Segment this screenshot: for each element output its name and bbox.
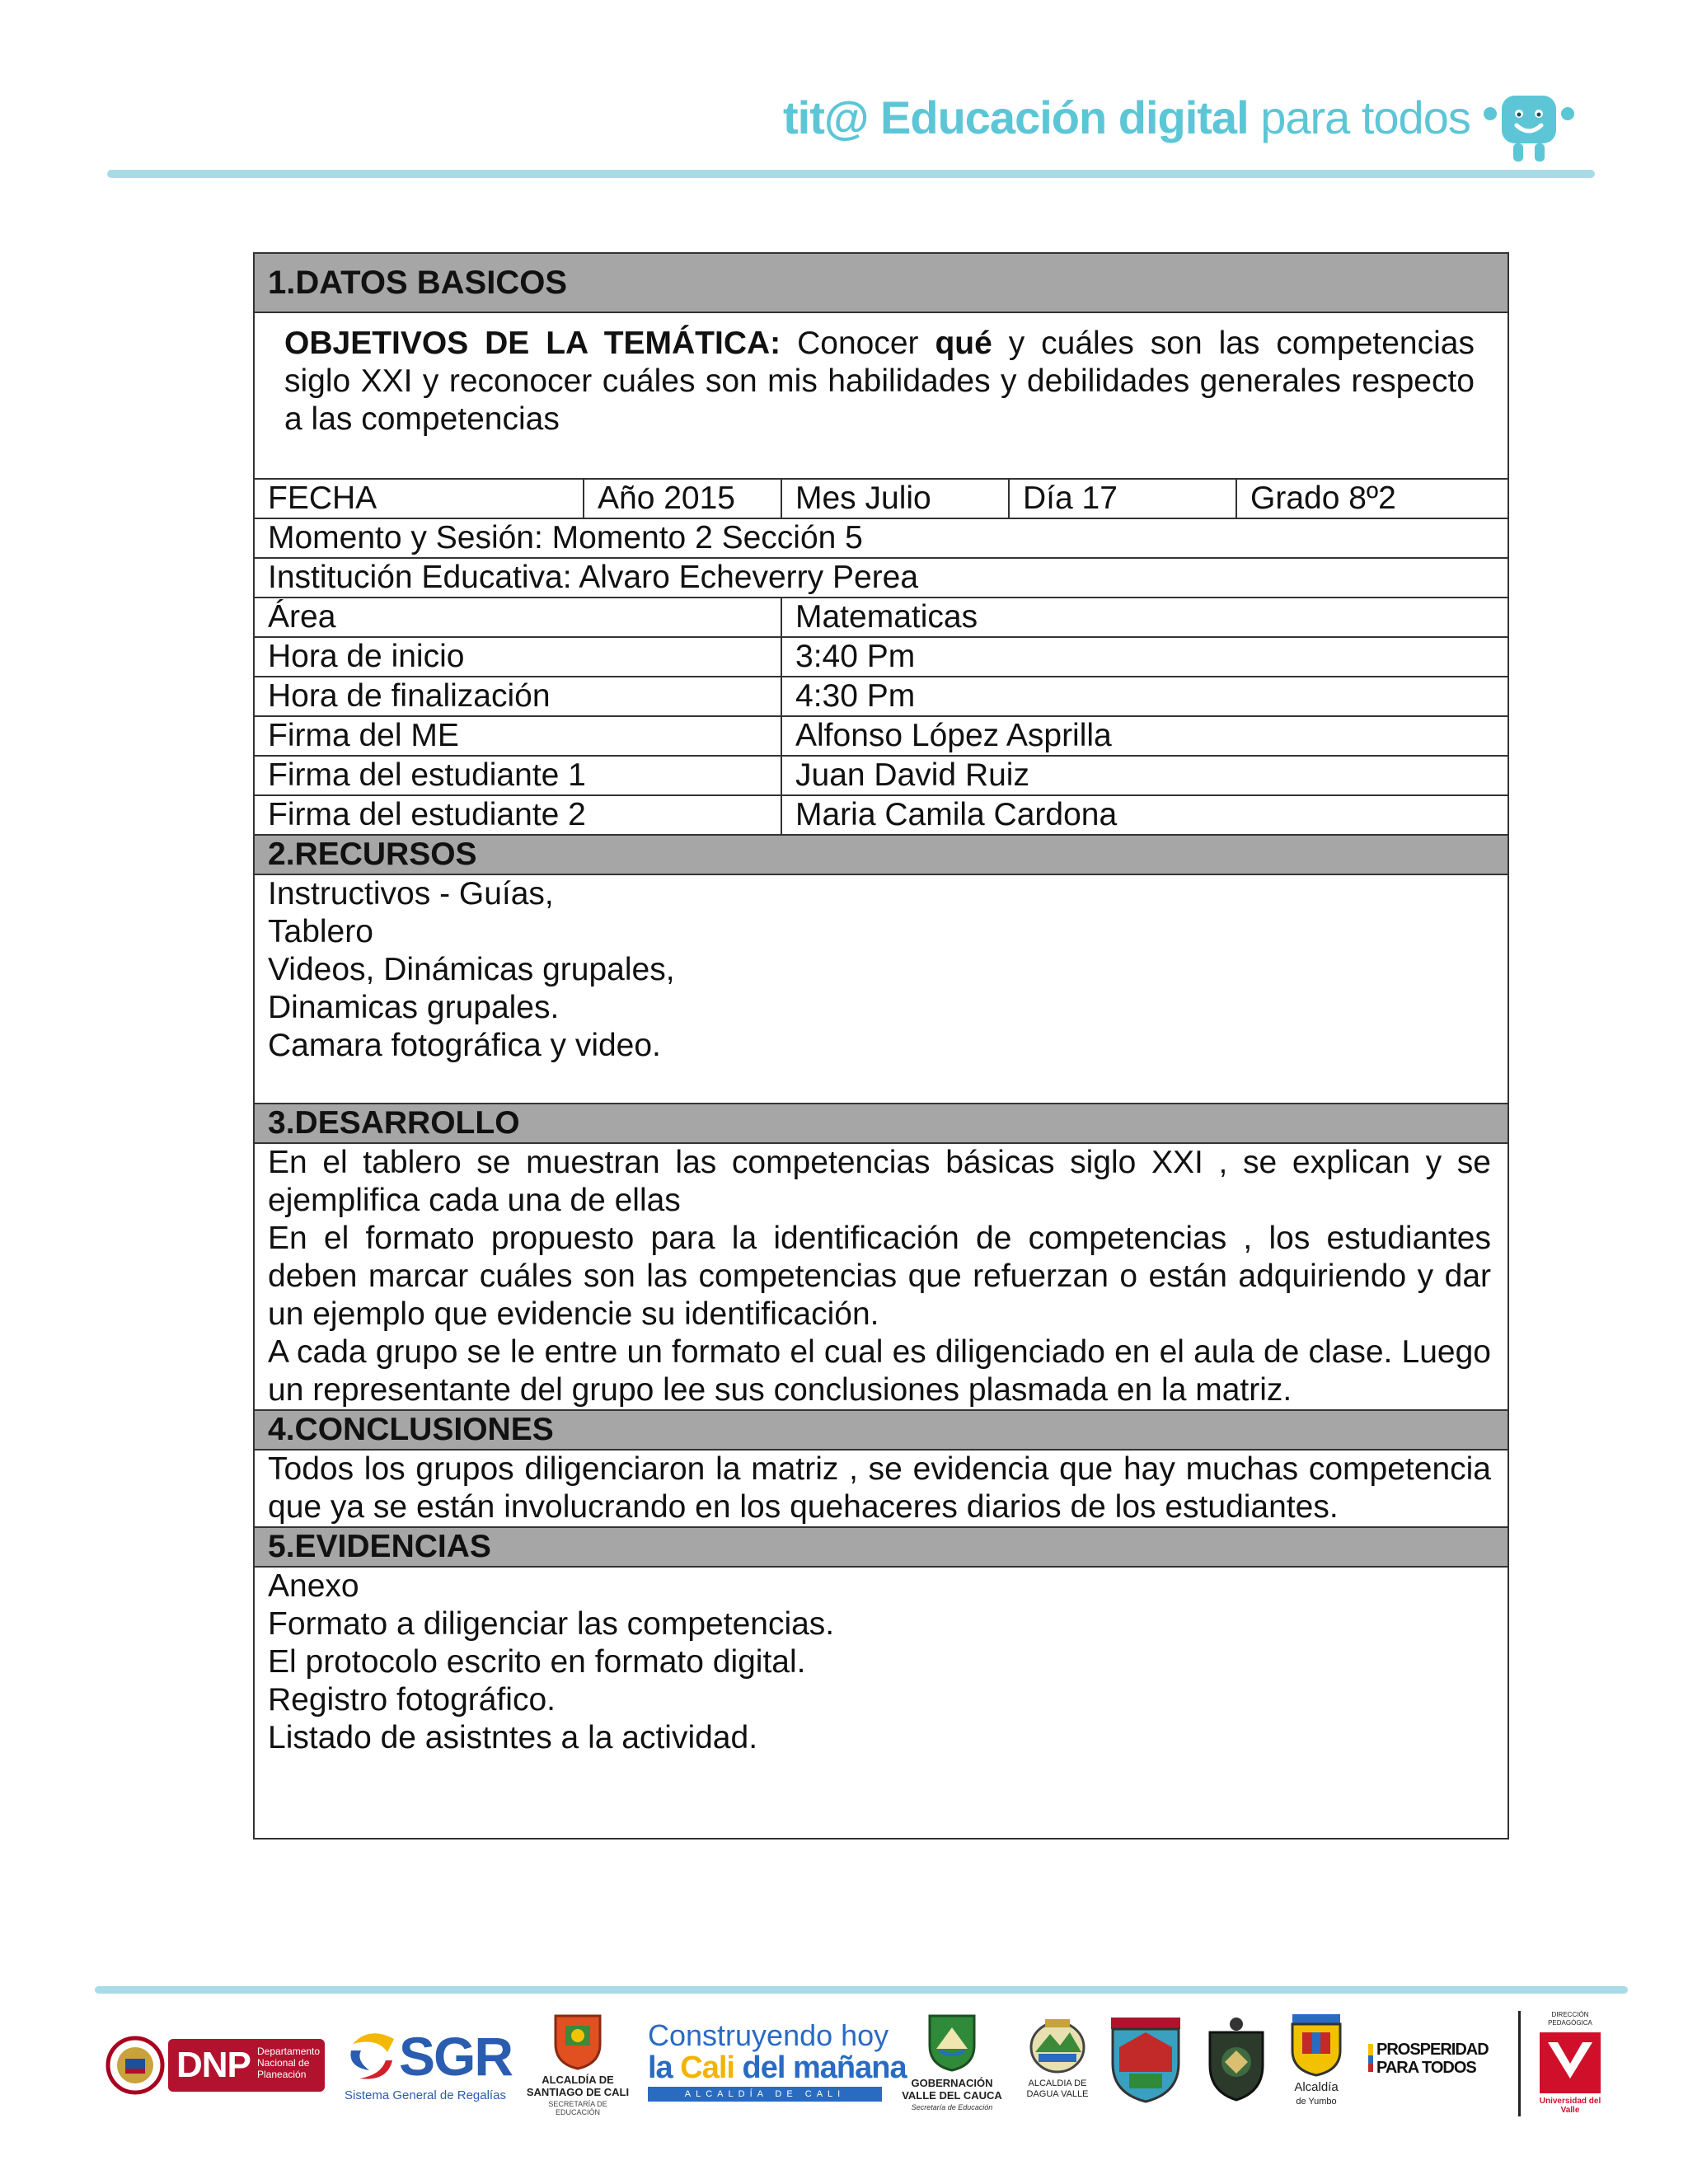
- yumbo-name: Alcaldía: [1294, 2080, 1339, 2094]
- momento-row: [255, 518, 1507, 557]
- objectives-pre: Conocer: [797, 326, 919, 361]
- section-header-desarrollo: [255, 1103, 1507, 1142]
- univalle-logo: [1533, 2011, 1607, 2118]
- list-item: El protocolo escrito en formato digital.: [268, 1644, 806, 1680]
- cali-secretaria: SECRETARÍA DE EDUCACIÓN: [548, 2100, 607, 2116]
- list-item: Tablero: [268, 914, 373, 949]
- paragraph: Todos los grupos diligenciaron la matriz , se evidencia que hay muchas competencia que ya se están involucrando en los quehaceres diarios de los estudiantes.: [268, 1451, 1491, 1525]
- brand-main: tit@ Educación digital: [783, 91, 1249, 143]
- section-header-datos: [255, 254, 1507, 312]
- dagua-name: ALCALDIA DE DAGUA VALLE: [1026, 2079, 1089, 2099]
- institucion-row: [255, 557, 1507, 597]
- row-value: 3:40 Pm: [795, 639, 916, 674]
- sgr-subtitle: Sistema General de Regalías: [345, 2088, 506, 2102]
- dark-crest-logo: [1203, 2014, 1269, 2113]
- row-value: 4:30 Pm: [795, 678, 916, 714]
- municipal-crest-icon: [1104, 2014, 1187, 2105]
- institucion-text: Institución Educativa: Alvaro Echeverry Perea: [268, 560, 919, 595]
- row-value: Alfonso López Asprilla: [795, 718, 1112, 753]
- gobernacion-sub: Secretaría de Educación: [911, 2103, 993, 2111]
- row-label: Hora de finalización: [255, 677, 782, 715]
- row-label: Área: [255, 598, 782, 636]
- row-value: Juan David Ruiz: [795, 757, 1029, 793]
- objectives-label: OBJETIVOS DE LA TEMÁTICA:: [284, 326, 781, 361]
- fecha-grado: Grado 8º2: [1250, 480, 1396, 516]
- fecha-label: FECHA: [255, 480, 584, 518]
- conclusiones-text: [255, 1451, 1507, 1526]
- objectives-emphasis: qué: [935, 326, 992, 361]
- dnp-subtitle: Departamento Nacional de Planeación: [257, 2046, 321, 2080]
- dark-crest-icon: [1203, 2014, 1269, 2105]
- paragraph: En el tablero se muestran las competencias básicas siglo XXI , se explican y se ejemplifica cada una de ellas: [268, 1145, 1491, 1218]
- dnp-logo: [106, 2032, 328, 2098]
- objectives-post: y cuáles son las competencias siglo XXI y reconocer cuáles son mis habilidades y debilidades generales respecto a las competencias: [284, 326, 1475, 437]
- footer-rule: [95, 1986, 1628, 1994]
- list-item: Dinamicas grupales.: [268, 990, 560, 1025]
- row-label: Firma del estudiante 1: [255, 757, 782, 794]
- gobernacion-logo: [898, 2011, 1006, 2118]
- row-value: Maria Camila Cardona: [795, 797, 1118, 832]
- paragraph: En el formato propuesto para la identificación de competencias , los estudiantes deben marcar cuáles son las competencias que refuerzan o están adquiriendo y dar un ejemplo que evidencie su identificación.: [268, 1221, 1491, 1332]
- dagua-logo: [1012, 2014, 1103, 2113]
- table-row: [255, 597, 1507, 636]
- footer-logos: [0, 2003, 1688, 2168]
- section-title: 1.DATOS BASICOS: [255, 254, 1507, 312]
- prosperidad-logo: [1368, 2041, 1500, 2082]
- momento-text: Momento y Sesión: Momento 2 Sección 5: [268, 520, 863, 555]
- evidencias-body: [255, 1566, 1507, 1838]
- list-item: Instructivos - Guías,: [268, 876, 554, 912]
- fecha-mes: Mes Julio: [782, 480, 1010, 518]
- session-form: [253, 252, 1509, 1840]
- section-title: 3.DESARROLLO: [255, 1104, 1507, 1142]
- section-header-conclusiones: [255, 1409, 1507, 1449]
- conclusiones-body: [255, 1449, 1507, 1526]
- section-title: 5.EVIDENCIAS: [255, 1528, 1507, 1566]
- cali-crest-icon: [551, 2011, 605, 2070]
- row-label: Firma del ME: [255, 717, 782, 755]
- row-value: Matematicas: [795, 599, 978, 635]
- yumbo-crest-icon: [1287, 2011, 1345, 2077]
- gobernacion-name: GOBERNACIÓN VALLE DEL CAUCA: [902, 2077, 1002, 2102]
- construyendo-la: la: [648, 2050, 673, 2085]
- desarrollo-text: [255, 1144, 1507, 1409]
- construyendo-line1: Construyendo hoy: [648, 2018, 889, 2052]
- construyendo-bar: ALCALDÍA DE CALI: [648, 2087, 882, 2102]
- brand-title: [783, 91, 1470, 144]
- sgr-text: SGR: [399, 2026, 513, 2087]
- table-row: [255, 676, 1507, 715]
- univalle-top: DIRECCIÓN PEDAGÓGICA: [1548, 2011, 1592, 2027]
- valle-crest-icon: [923, 2011, 981, 2074]
- yumbo-logo: [1279, 2011, 1353, 2118]
- evidencias-list: [255, 1568, 1507, 1838]
- desarrollo-body: [255, 1142, 1507, 1409]
- section-title: 4.CONCLUSIONES: [255, 1411, 1507, 1449]
- sgr-logo: [345, 2026, 518, 2108]
- univalle-icon: [1540, 2032, 1601, 2093]
- recursos-list: [255, 875, 1507, 1103]
- fecha-anio: Año 2015: [584, 480, 782, 518]
- construyendo-logo: [648, 2018, 907, 2102]
- cali-name: ALCALDÍA DE SANTIAGO DE CALI: [526, 2074, 630, 2098]
- brand-suffix: para todos: [1260, 91, 1470, 143]
- colombia-shield-icon: [106, 2036, 165, 2095]
- construyendo-cali: Cali: [680, 2050, 734, 2085]
- municipal-crest-logo: [1104, 2014, 1187, 2113]
- cali-logo: [526, 2011, 630, 2118]
- dnp-text: DNP: [176, 2045, 251, 2085]
- date-row: [255, 478, 1507, 518]
- prosperidad-text: PROSPERIDAD PARA TODOS: [1376, 2041, 1489, 2077]
- dagua-crest-icon: [1027, 2014, 1088, 2075]
- construyendo-manana: del mañana: [742, 2050, 907, 2085]
- row-label: Hora de inicio: [255, 638, 782, 676]
- list-item: Camara fotográfica y video.: [268, 1028, 661, 1063]
- construyendo-line2: [648, 2050, 907, 2085]
- list-item: Videos, Dinámicas grupales,: [268, 952, 675, 987]
- table-row: [255, 794, 1507, 834]
- list-item: Listado de asistntes a la actividad.: [268, 1720, 758, 1755]
- table-row: [255, 715, 1507, 755]
- list-item: Registro fotográfico.: [268, 1682, 556, 1718]
- list-item: Anexo: [268, 1568, 359, 1604]
- section-title: 2.RECURSOS: [255, 836, 1507, 874]
- univalle-name: Universidad del Valle: [1539, 2097, 1601, 2115]
- objectives-row: [255, 312, 1507, 478]
- mascot-icon: [1484, 91, 1574, 165]
- fecha-dia: Día 17: [1010, 480, 1237, 518]
- paragraph: A cada grupo se le entre un formato el cual es diligenciado en el aula de clase. Luego un representante del grupo lee sus conclusiones plasmada en la matriz.: [268, 1334, 1491, 1408]
- table-row: [255, 755, 1507, 794]
- section-header-evidencias: [255, 1526, 1507, 1566]
- row-label: Firma del estudiante 2: [255, 796, 782, 834]
- objectives-text: [255, 313, 1507, 478]
- table-row: [255, 636, 1507, 676]
- footer-divider: [1518, 2011, 1521, 2116]
- yumbo-sub: de Yumbo: [1296, 2097, 1337, 2107]
- header-rule: [107, 170, 1595, 178]
- sgr-swirl-icon: [345, 2027, 402, 2085]
- section-header-recursos: [255, 834, 1507, 874]
- recursos-body: [255, 874, 1507, 1103]
- list-item: Formato a diligenciar las competencias.: [268, 1606, 835, 1642]
